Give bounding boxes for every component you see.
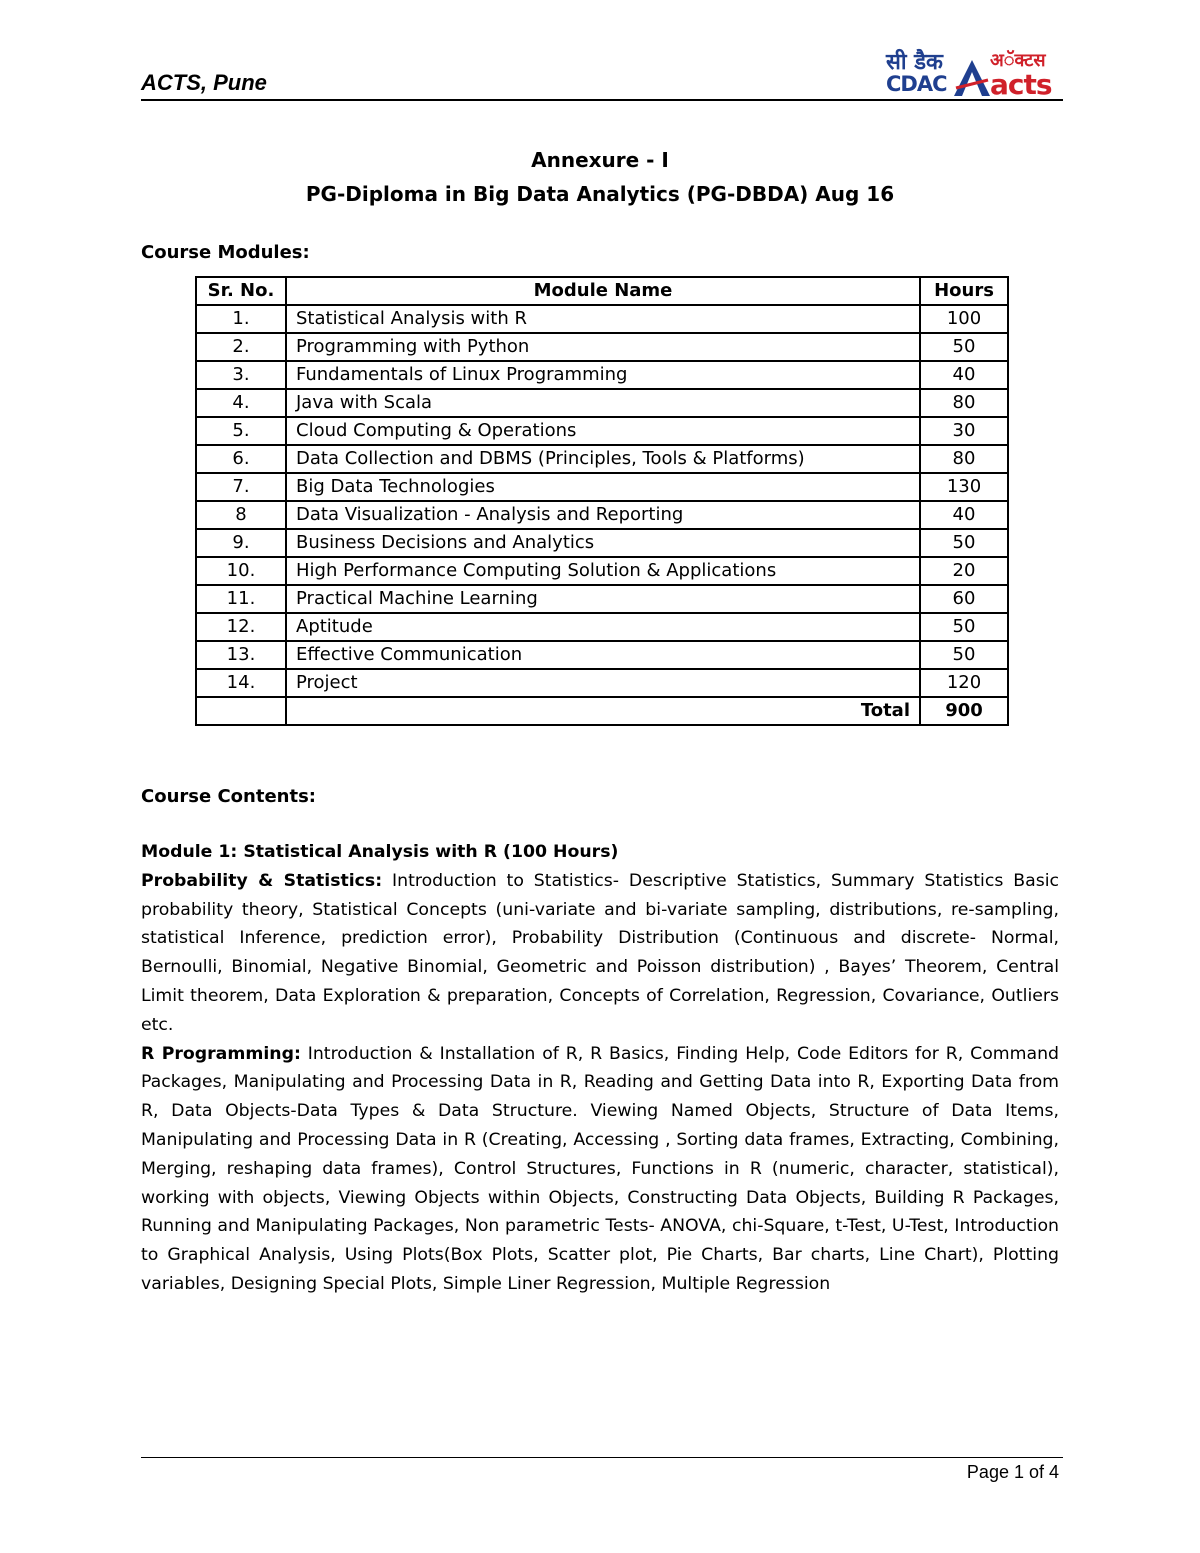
annexure-title: Annexure - I: [531, 148, 669, 172]
sr-no-cell: 12.: [196, 613, 286, 641]
module-1-title: Module 1: Statistical Analysis with R (100 Hours): [141, 842, 619, 862]
module-name-cell: Java with Scala: [286, 389, 920, 417]
sr-no-cell: 5.: [196, 417, 286, 445]
module-name-cell: High Performance Computing Solution & Applications: [286, 557, 920, 585]
column-header-module-name: Module Name: [286, 277, 920, 305]
table-row: [196, 473, 1008, 501]
sr-no-cell: 2.: [196, 333, 286, 361]
r-programming-text: Introduction & Installation of R, R Basics, Finding Help, Code Editors for R, Command Packages, Manipulating and Processing Data in R, Reading and Getting Data into R, Exporting Data from R, Data Objects-Data Types & Data Structure. Viewing Named Objects, Structure of Data Items, Manipulating and Processing Data in R (Creating, Accessing , Sorting data frames, Extracting, Combining, Merging, reshaping data frames), Control Structures, Functions in R (numeric, character, statistical), working with objects, Viewing Objects within Objects, Constructing Data Objects, Building R Packages, Running and Manipulating Packages, Non parametric Tests- ANOVA, chi-Square, t-Test, U-Test, Introduction to Graphical Analysis, Using Plots(Box Plots, Scatter plot, Pie Charts, Bar charts, Line Chart), Plotting variables, Designing Special Plots, Simple Liner Regression, Multiple Regression: [141, 1043, 1059, 1294]
total-empty-cell: [196, 697, 286, 725]
module-name-cell: Big Data Technologies: [286, 473, 920, 501]
sr-no-cell: 6.: [196, 445, 286, 473]
table-row: [196, 529, 1008, 557]
probability-statistics-lead: Probability & Statistics:: [141, 870, 383, 891]
modules-table: [195, 276, 1009, 726]
module-name-cell: Business Decisions and Analytics: [286, 529, 920, 557]
hours-cell: 20: [920, 557, 1008, 585]
sr-no-cell: 13.: [196, 641, 286, 669]
hours-cell: 50: [920, 529, 1008, 557]
hours-cell: 50: [920, 333, 1008, 361]
hours-cell: 130: [920, 473, 1008, 501]
module-name-cell: Cloud Computing & Operations: [286, 417, 920, 445]
sr-no-cell: 8: [196, 501, 286, 529]
hours-cell: 50: [920, 641, 1008, 669]
hours-cell: 50: [920, 613, 1008, 641]
probability-statistics-paragraph: [141, 867, 1059, 1040]
hours-cell: 120: [920, 669, 1008, 697]
table-row: [196, 641, 1008, 669]
total-row: [196, 697, 1008, 725]
sr-no-cell: 14.: [196, 669, 286, 697]
module-name-cell: Practical Machine Learning: [286, 585, 920, 613]
hours-cell: 30: [920, 417, 1008, 445]
sr-no-cell: 11.: [196, 585, 286, 613]
table-row: [196, 669, 1008, 697]
hours-cell: 80: [920, 445, 1008, 473]
probability-statistics-text: Introduction to Statistics- Descriptive Statistics, Summary Statistics Basic probability theory, Statistical Concepts (uni-variate and bi-variate sampling, distributions, re-sampling, statistical Inference, prediction error), Probability Distribution (Continuous and discrete- Normal, Bernoulli, Binomial, Negative Binomial, Geometric and Poisson distribution) , Bayes’ Theorem, Central Limit theorem, Data Exploration & preparation, Concepts of Correlation, Regression, Covariance, Outliers etc.: [141, 870, 1059, 1035]
r-programming-paragraph: [141, 1040, 1059, 1299]
sr-no-cell: 9.: [196, 529, 286, 557]
hours-cell: 80: [920, 389, 1008, 417]
table-row: [196, 361, 1008, 389]
sr-no-cell: 1.: [196, 305, 286, 333]
module-name-cell: Programming with Python: [286, 333, 920, 361]
logo-acts-english: acts: [990, 68, 1052, 101]
hours-cell: 100: [920, 305, 1008, 333]
module-name-cell: Data Visualization - Analysis and Reporting: [286, 501, 920, 529]
table-row: [196, 585, 1008, 613]
table-row: [196, 613, 1008, 641]
table-row: [196, 557, 1008, 585]
course-contents-body: [141, 838, 1059, 1299]
course-modules-heading: Course Modules:: [141, 242, 310, 263]
sr-no-cell: 3.: [196, 361, 286, 389]
table-row: [196, 417, 1008, 445]
logo-cdac-hindi: सी डैक: [886, 50, 943, 75]
table-row: [196, 389, 1008, 417]
table-row: [196, 333, 1008, 361]
module-name-cell: Data Collection and DBMS (Principles, Tools & Platforms): [286, 445, 920, 473]
course-title: PG-Diploma in Big Data Analytics (PG-DBDA) Aug 16: [305, 182, 895, 206]
hours-cell: 40: [920, 501, 1008, 529]
module-name-cell: Fundamentals of Linux Programming: [286, 361, 920, 389]
total-hours: 900: [920, 697, 1008, 725]
sr-no-cell: 10.: [196, 557, 286, 585]
total-label: Total: [286, 697, 920, 725]
course-contents-heading: Course Contents:: [141, 786, 316, 807]
header-title: ACTS, Pune: [141, 70, 267, 95]
r-programming-lead: R Programming:: [141, 1043, 301, 1064]
table-header-row: [196, 277, 1008, 305]
header-divider: [141, 99, 1063, 101]
page-number: Page 1 of 4: [966, 1462, 1059, 1482]
module-name-cell: Statistical Analysis with R: [286, 305, 920, 333]
hours-cell: 60: [920, 585, 1008, 613]
hours-cell: 40: [920, 361, 1008, 389]
module-name-cell: Effective Communication: [286, 641, 920, 669]
column-header-hours: Hours: [920, 277, 1008, 305]
column-header-sr-no: Sr. No.: [196, 277, 286, 305]
sr-no-cell: 7.: [196, 473, 286, 501]
module-name-cell: Aptitude: [286, 613, 920, 641]
sr-no-cell: 4.: [196, 389, 286, 417]
logo-acts-hindi: अॅक्टस: [990, 50, 1046, 71]
cdac-acts-logo: [880, 46, 1060, 100]
acts-triangle-icon: [952, 58, 992, 98]
footer-divider: [141, 1457, 1063, 1458]
table-row: [196, 501, 1008, 529]
logo-cdac-english: CDAC: [886, 72, 947, 96]
table-row: [196, 445, 1008, 473]
table-row: [196, 305, 1008, 333]
module-name-cell: Project: [286, 669, 920, 697]
